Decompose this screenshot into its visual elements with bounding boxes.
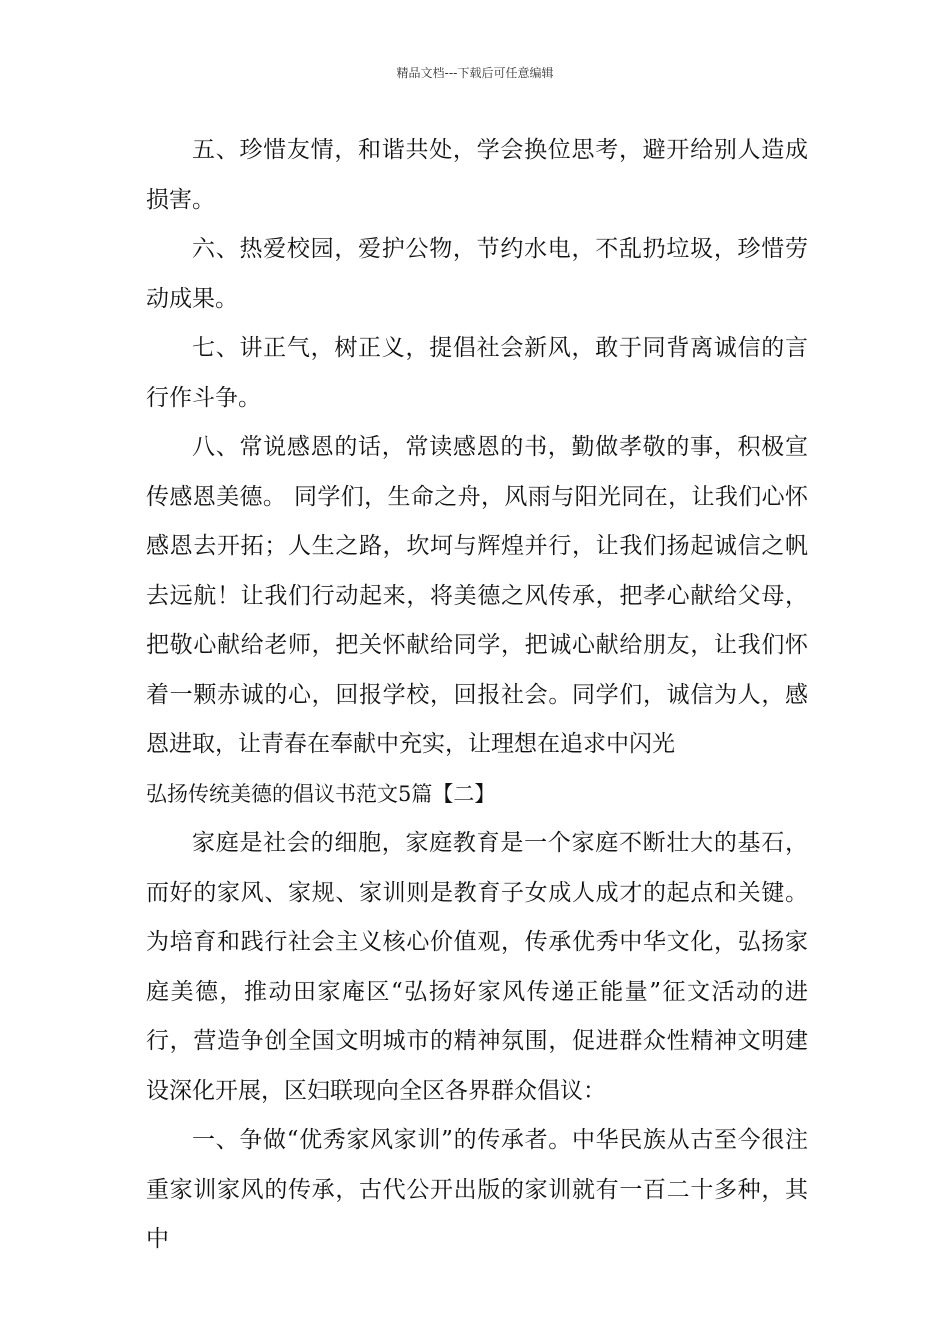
paragraph-item-6: 六、热爱校园，爱护公物，节约水电，不乱扔垃圾，珍惜劳动成果。 bbox=[146, 236, 808, 312]
paragraph-item-5: 五、珍惜友情，和谐共处，学会换位思考，避开给别人造成损害。 bbox=[146, 137, 808, 213]
document-body bbox=[146, 126, 808, 1265]
paragraph-item-1: 一、争做“优秀家风家训”的传承者。中华民族从古至今很注重家训家风的传承，古代公开出版的家训就有一百二十多种，其中 bbox=[146, 1127, 808, 1252]
paragraph-item-7: 七、讲正气，树正义，提倡社会新风，敢于同背离诚信的言行作斗争。 bbox=[146, 335, 808, 411]
paragraph-intro: 家庭是社会的细胞，家庭教育是一个家庭不断壮大的基石，而好的家风、家规、家训则是教育子女成人成才的起点和关键。为培育和践行社会主义核心价值观，传承优秀中华文化，弘扬家庭美德，推动田家庵区“弘扬好家风传递正能量”征文活动的进行，营造争创全国文明城市的精神氛围，促进群众性精神文明建设深化开展，区妇联现向全区各界群众倡议： bbox=[146, 830, 808, 1104]
page-header: 精品文档---下载后可任意编辑 bbox=[396, 66, 554, 80]
paragraph-item-8: 八、常说感恩的话，常读感恩的书，勤做孝敬的事，积极宣传感恩美德。 同学们，生命之舟，风雨与阳光同在，让我们心怀感恩去开拓；人生之路，坎坷与辉煌并行，让我们扬起诚信之帆去远航！让我们行动起来，将美德之风传承，把孝心献给父母，把敬心献给老师，把关怀献给同学，把诚心献给朋友，让我们怀着一颗赤诚的心，回报学校，回报社会。同学们，诚信为人，感恩进取，让青春在奉献中充实，让理想在追求中闪光 bbox=[146, 434, 808, 757]
section-heading: 弘扬传统美德的倡议书范文5篇【二】 bbox=[146, 781, 496, 806]
